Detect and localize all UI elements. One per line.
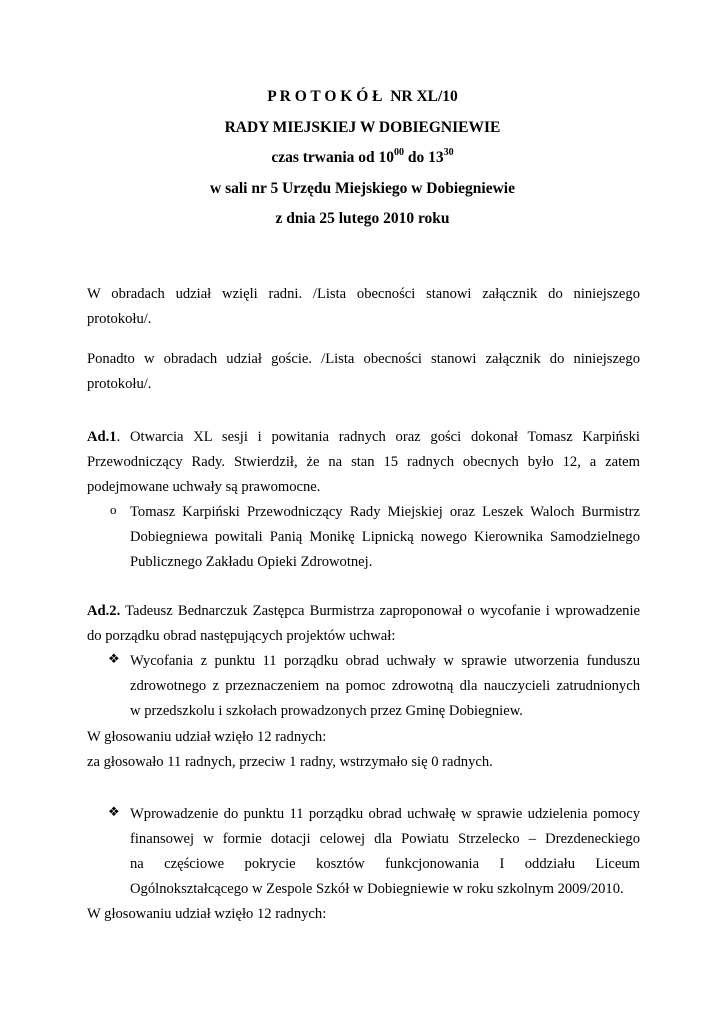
attendance-radni-line1: W obradach udział wzięli radni. /Lista obecności stanowi załącznik do niniejszego bbox=[87, 286, 640, 302]
time-prefix: czas trwania od 10 bbox=[271, 149, 395, 166]
ad1-line2: Przewodniczący Rady. Stwierdził, że na stan 15 radnych obecnych było 12, a zatem bbox=[87, 454, 640, 470]
session-date: z dnia 25 lutego 2010 roku bbox=[275, 210, 450, 227]
protocol-header bbox=[0, 82, 725, 235]
ad2-item2-line3: na częściowe pokrycie kosztów funkcjonowania I oddziału Liceum bbox=[130, 856, 640, 872]
diamond-bullet-icon: ❖ bbox=[108, 651, 120, 666]
vote1-line1: W głosowaniu udział wzięło 12 radnych: bbox=[87, 729, 327, 745]
ad2-item1-line2: zdrowotnego z przeznaczeniem na pomoc zdrowotną dla nauczycieli zatrudnionych bbox=[130, 678, 640, 694]
ad2-line2: do porządku obrad następujących projektów uchwał: bbox=[87, 628, 396, 644]
session-time bbox=[0, 143, 725, 174]
circle-bullet-icon: o bbox=[110, 502, 117, 517]
ad2-item2-line2: finansowej w formie dotacji celowej dla Powiatu Strzelecko – Drezdeneckiego bbox=[130, 831, 640, 847]
ad1-sub-line1: Tomasz Karpiński Przewodniczący Rady Miejskiej oraz Leszek Waloch Burmistrz bbox=[130, 504, 640, 520]
ad1-sub-line2: Dobiegniewa powitali Panią Monikę Lipnicką nowego Kierownika Samodzielnego bbox=[130, 529, 640, 545]
ad2-item2-line1: Wprowadzenie do punktu 11 porządku obrad uchwałę w sprawie udzielenia pomocy bbox=[130, 806, 640, 822]
council-name: RADY MIEJSKIEJ W DOBIEGNIEWIE bbox=[224, 118, 501, 136]
vote2-line1: W głosowaniu udział wzięło 12 radnych: bbox=[87, 906, 327, 922]
protocol-title: P R O T O K Ó Ł NR XL/10 bbox=[267, 88, 458, 105]
diamond-bullet-icon: ❖ bbox=[108, 804, 120, 819]
ad2-item2-line4: Ogólnokształcącego w Zespole Szkół w Dobiegniewie w roku szkolnym 2009/2010. bbox=[130, 881, 624, 897]
attendance-guests-line1: Ponadto w obradach udział goście. /Lista obecności stanowi załącznik do niniejszego bbox=[87, 351, 640, 367]
time-mid: do 13 bbox=[404, 149, 444, 166]
ad2-text1: Tadeusz Bednarczuk Zastępca Burmistrza zaproponował o wycofanie i wprowadzenie bbox=[120, 603, 640, 619]
time-end-minutes: 30 bbox=[443, 146, 454, 158]
ad2-item1-line3: w przedszkolu i szkołach prowadzonych przez Gminę Dobiegniew. bbox=[130, 703, 523, 719]
ad2-line1 bbox=[87, 599, 640, 624]
ad1-line1 bbox=[87, 425, 640, 450]
ad1-line3: podejmowane uchwały są prawomocne. bbox=[87, 479, 321, 495]
ad2-label: Ad.2. bbox=[87, 603, 121, 619]
attendance-guests-line2: protokołu/. bbox=[87, 376, 152, 392]
ad1-label: Ad.1 bbox=[87, 429, 117, 445]
attendance-radni-line2: protokołu/. bbox=[87, 311, 152, 327]
vote1-line2: za głosowało 11 radnych, przeciw 1 radny, wstrzymało się 0 radnych. bbox=[87, 754, 493, 770]
ad2-item1-line1: Wycofania z punktu 11 porządku obrad uchwały w sprawie utworzenia funduszu bbox=[130, 653, 640, 669]
ad1-text1: . Otwarcia XL sesji i powitania radnych oraz gości dokonał Tomasz Karpiński bbox=[116, 429, 640, 445]
time-start-minutes: 00 bbox=[394, 146, 405, 158]
ad1-sub-line3: Publicznego Zakładu Opieki Zdrowotnej. bbox=[130, 554, 373, 570]
session-room: w sali nr 5 Urzędu Miejskiego w Dobiegniewie bbox=[210, 179, 515, 197]
